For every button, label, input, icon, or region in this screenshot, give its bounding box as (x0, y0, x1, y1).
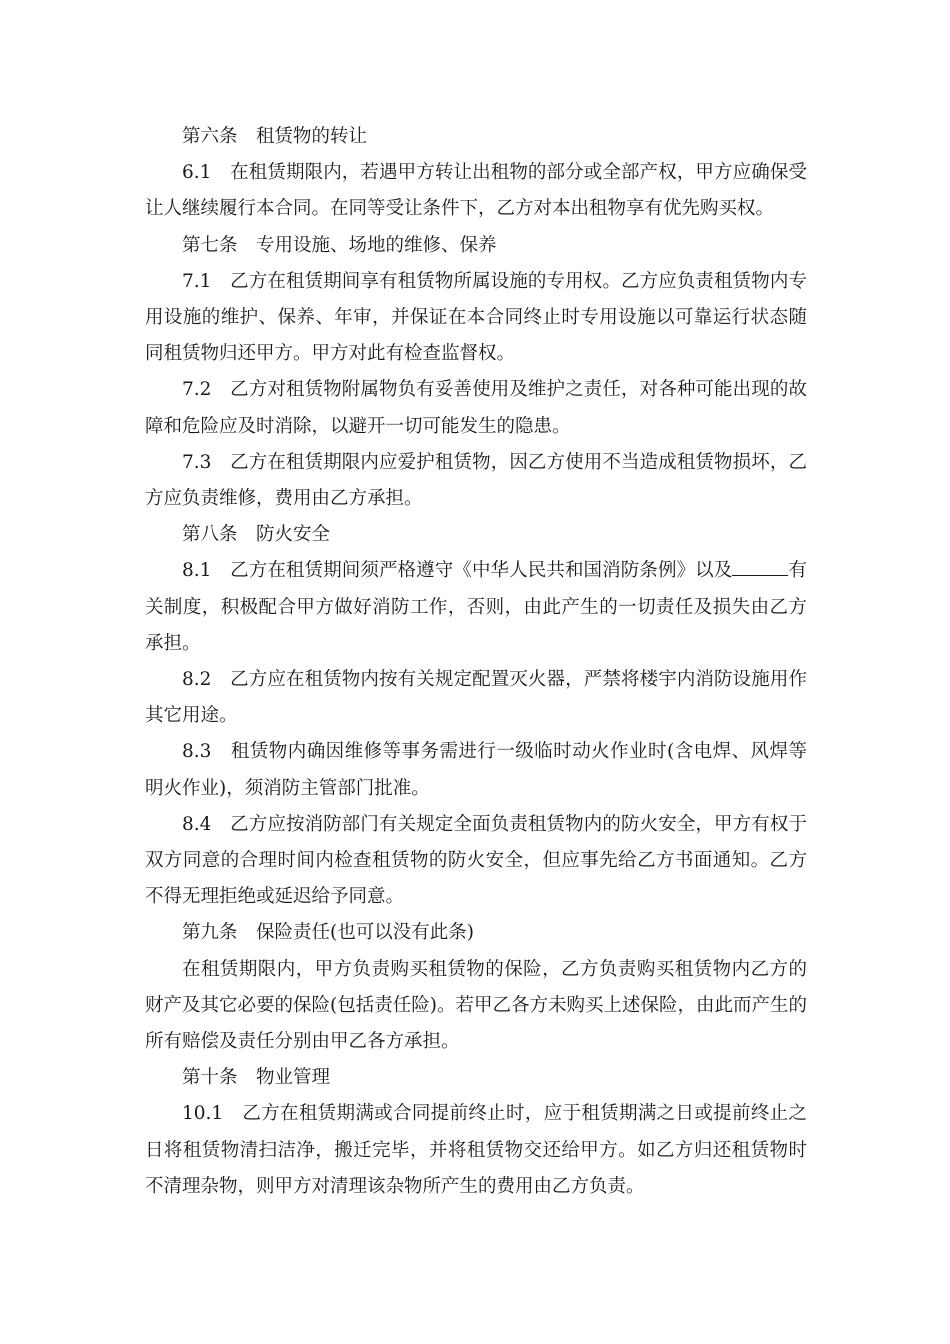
clause-8-1-part-b: 有关制度，积极配合甲方做好消防工作，否则，由此产生的一切责任及损失由乙方承担。 (145, 560, 807, 654)
article-7-heading: 第七条 专用设施、场地的维修、保养 (182, 234, 497, 256)
clause-8-3: 8.3 租赁物内确因维修等事务需进行一级临时动火作业时(含电焊、风焊等明火作业)，须消防主管部门批准。 (145, 741, 807, 799)
article-6-heading: 第六条 租赁物的转让 (182, 126, 368, 147)
clause-8-2: 8.2 乙方应在租赁物内按有关规定配置灭火器，严禁将楼宇内消防设施用作其它用途。 (145, 669, 807, 727)
clause-10-1: 10.1 乙方在租赁期满或合同提前终止时，应于租赁期满之日或提前终止之日将租赁物清扫洁净，搬迁完毕，并将租赁物交还给甲方。如乙方归还租赁物时不清理杂物，则甲方对清理该杂物所产生的费用由乙方负责。 (145, 1103, 807, 1197)
clause-8-4: 8.4 乙方应按消防部门有关规定全面负责租赁物内的防火安全，甲方有权于双方同意的合理时间内检查租赁物的防火安全，但应事先给乙方书面通知。乙方不得无理拒绝或延迟给予同意。 (145, 813, 807, 908)
clause-8-1 (145, 553, 807, 662)
clause-7-3: 7.3 乙方在租赁期限内应爱护租赁物，因乙方使用不当造成租赁物损坏，乙方应负责维修，费用由乙方承担。 (145, 451, 807, 510)
article-8-heading: 第八条 防火安全 (182, 524, 331, 546)
clause-8-1-part-a: 8.1 乙方在租赁期间须严格遵守《中华人民共和国消防条例》以及 (182, 560, 733, 582)
clause-6-1: 6.1 在租赁期限内，若遇甲方转让出租物的部分或全部产权，甲方应确保受让人继续履行本合同。在同等受让条件下，乙方对本出租物享有优先购买权。 (145, 162, 807, 220)
article-9-heading: 第九条 保险责任(也可以没有此条) (182, 922, 474, 944)
fill-in-blank-line (732, 555, 788, 576)
article-10-heading: 第十条 物业管理 (182, 1067, 331, 1089)
document-body (145, 119, 807, 1205)
clause-7-1: 7.1 乙方在租赁期间享有租赁物所属设施的专用权。乙方应负责租赁物内专用设施的维护、保养、年审，并保证在本合同终止时专用设施以可靠运行状态随同租赁物归还甲方。甲方对此有检查监督权。 (145, 270, 807, 365)
clause-7-2: 7.2 乙方对租赁物附属物负有妥善使用及维护之责任，对各种可能出现的故障和危险应及时消除，以避开一切可能发生的隐患。 (145, 379, 807, 437)
article-9-body: 在租赁期限内，甲方负责购买租赁物的保险，乙方负责购买租赁物内乙方的财产及其它必要的保险(包括责任险)。若甲乙各方未购买上述保险，由此而产生的所有赔偿及责任分别由甲乙各方承担。 (145, 958, 807, 1053)
